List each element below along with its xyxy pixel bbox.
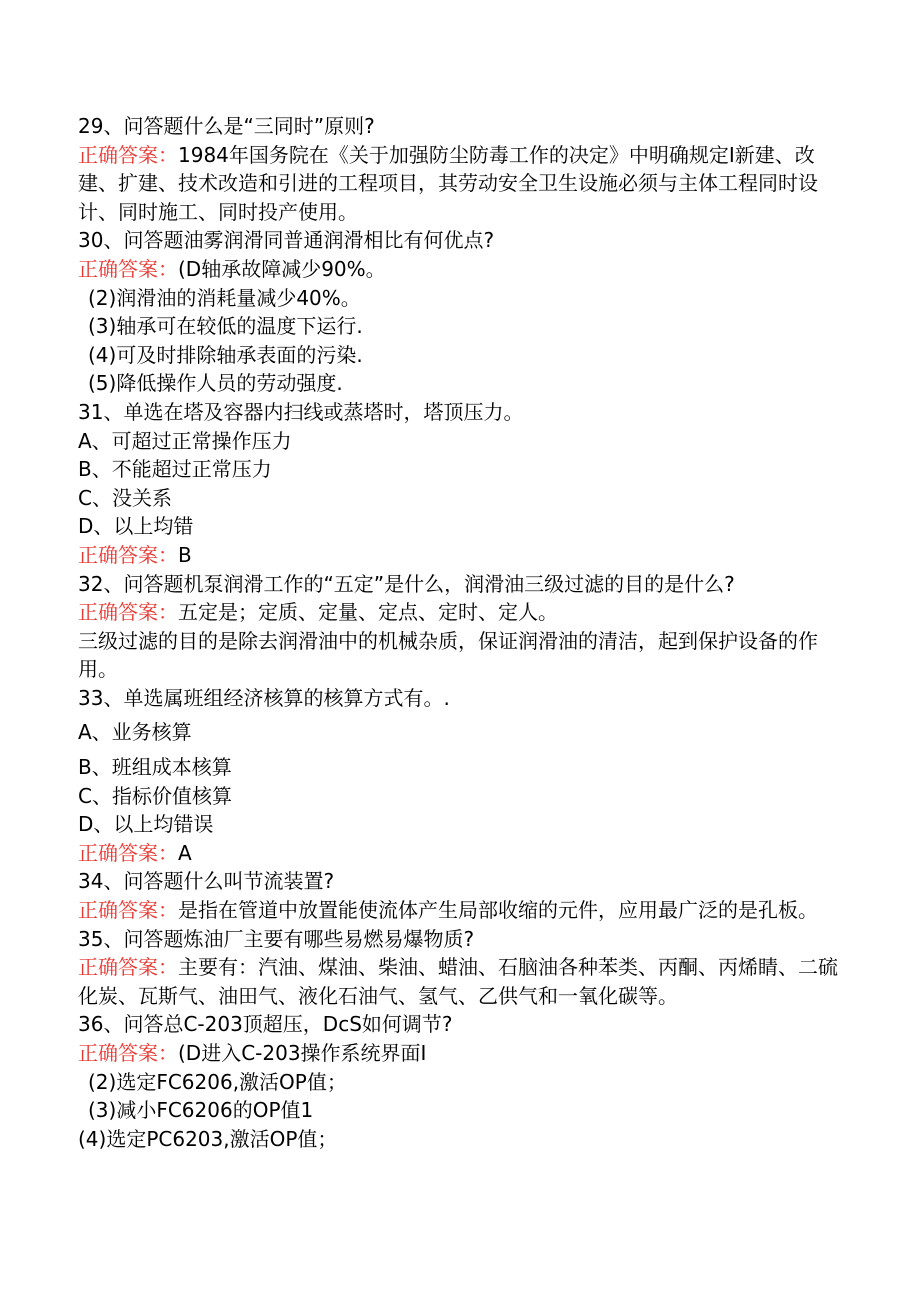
- option-33-b: B、班组成本核算: [78, 755, 232, 780]
- question-34: 34、问答题什么叫节流装置?: [78, 869, 335, 894]
- question-36: 36、问答总C-203顶超压，DcS如何调节?: [78, 1012, 453, 1037]
- answer-29-text: 1984年国务院在《关于加强防尘防毒工作的决定》中明确规定I新建、改建、扩建、技术改造和引进的工程项目，其劳动安全卫生设施必须与主体工程同时设计、同时施工、同时投产使用。: [78, 142, 818, 224]
- answer-34-text: 是指在管道中放置能使流体产生局部收缩的元件，应用最广泛的是孔板。: [178, 898, 818, 923]
- question-32: 32、问答题机泵润滑工作的“五定”是什么，润滑油三级过滤的目的是什么?: [78, 571, 735, 596]
- answer-32-rest: 三级过滤的目的是除去润滑油中的机械杂质，保证润滑油的清洁，起到保护设备的作用。: [78, 628, 818, 682]
- answer-34: [78, 896, 838, 925]
- question-33: 33、单选属班组经济核算的核算方式有。.: [78, 685, 450, 710]
- answer-33: [78, 839, 838, 868]
- question-30: 30、问答题油雾润滑同普通润滑相比有何优点?: [78, 228, 495, 253]
- answer-36-line-1: (D进入C-203操作系统界面I: [178, 1041, 427, 1065]
- option-33-c: C、指标价值核算: [78, 783, 232, 808]
- question-35: 35、问答题炼油厂主要有哪些易燃易爆物质?: [78, 926, 475, 951]
- answer-36-line-4: (4)选定PC6203,激活OP值；: [78, 1126, 338, 1151]
- answer-35-text: 主要有：汽油、煤油、柴油、蜡油、石脑油各种苯类、丙酮、丙烯睛、二硫化炭、瓦斯气、油田气、液化石油气、氢气、乙供气和一氧化碳等。: [78, 955, 838, 1008]
- answer-36-line-2: (2)选定FC6206,激活OP值；: [88, 1069, 347, 1094]
- answer-30-line-2: (2)润滑油的消耗量减少40%。: [88, 285, 361, 310]
- answer-label: 正确答案：: [78, 256, 178, 281]
- answer-35: [78, 953, 838, 1010]
- answer-29: [78, 141, 838, 227]
- answer-30-line-5: (5)降低操作人员的劳动强度.: [88, 371, 343, 396]
- answer-label: 正确答案：: [78, 955, 178, 980]
- answer-label: 正确答案：: [78, 898, 178, 923]
- answer-30-line-4: (4)可及时排除轴承表面的污染.: [88, 342, 363, 367]
- answer-32-line-1: 五定是；定质、定量、定点、定时、定人。: [178, 600, 558, 625]
- answer-30-line-3: (3)轴承可在较低的温度下运行.: [88, 314, 363, 339]
- question-29: 29、问答题什么是“三同时”原则?: [78, 114, 375, 138]
- answer-36: [78, 1039, 838, 1068]
- question-31: 31、单选在塔及容器内扫线或蒸塔时，塔顶压力。: [78, 399, 524, 424]
- answer-label: 正确答案：: [78, 142, 178, 167]
- option-33-d: D、以上均错误: [78, 812, 214, 837]
- answer-36-line-3: (3)减小FC6206的OP值1: [88, 1098, 314, 1123]
- option-31-b: B、不能超过正常压力: [78, 457, 272, 482]
- answer-label: 正确答案：: [78, 840, 178, 865]
- option-33-a: A、业务核算: [78, 720, 192, 745]
- answer-label: 正确答案：: [78, 600, 178, 625]
- document-page: [78, 112, 838, 1153]
- answer-31-text: B: [178, 542, 192, 567]
- answer-32: [78, 598, 838, 627]
- answer-30: [78, 255, 838, 284]
- option-31-c: C、没关系: [78, 485, 172, 510]
- answer-label: 正确答案：: [78, 1041, 178, 1065]
- answer-33-text: A: [178, 840, 192, 865]
- option-31-d: D、以上均错: [78, 514, 194, 539]
- answer-30-line-1: (D轴承故障减少90%。: [178, 256, 386, 281]
- option-31-a: A、可超过正常操作压力: [78, 428, 292, 453]
- answer-31: [78, 541, 838, 570]
- answer-label: 正确答案：: [78, 542, 178, 567]
